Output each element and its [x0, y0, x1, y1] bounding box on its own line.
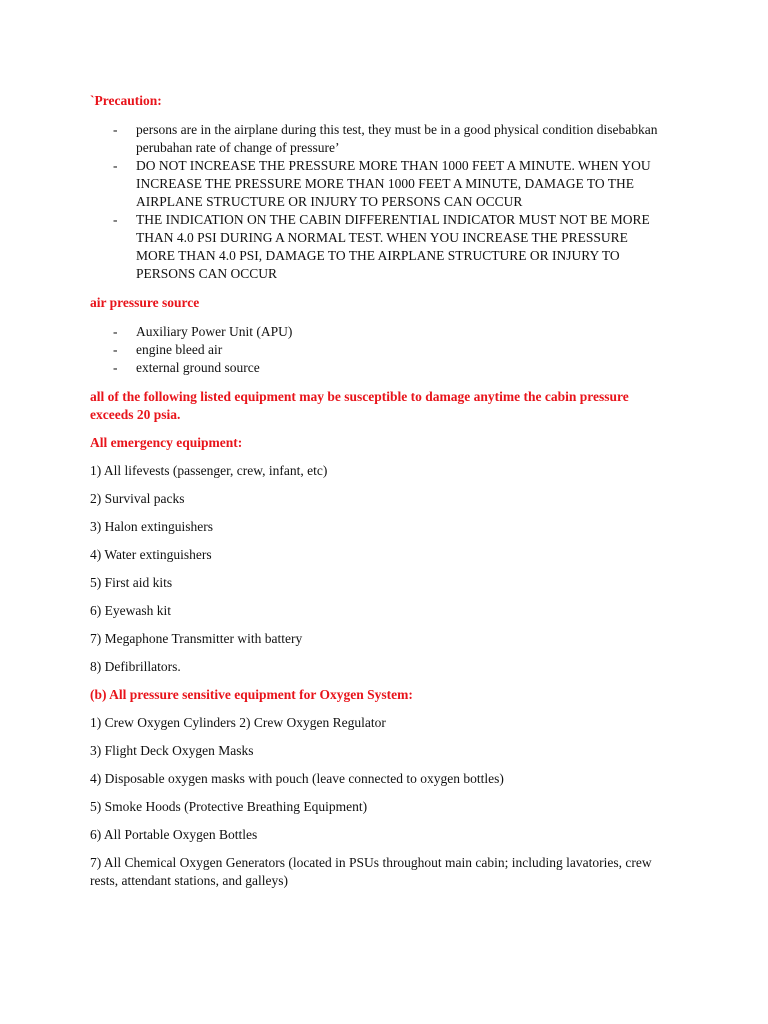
bullet-dash: -	[113, 324, 118, 339]
list-item	[90, 359, 670, 377]
list-item-text: engine bleed air	[136, 342, 223, 357]
list-item	[90, 341, 670, 359]
list-item	[90, 211, 670, 283]
oxygen-heading: (b) All pressure sensitive equipment for Oxygen System:	[90, 687, 413, 702]
list-item: 5) Smoke Hoods (Protective Breathing Equipment)	[90, 799, 368, 814]
list-item: 7) Megaphone Transmitter with battery	[90, 631, 303, 646]
list-item	[90, 157, 670, 211]
bullet-dash: -	[113, 360, 118, 375]
list-item: 6) Eyewash kit	[90, 603, 171, 618]
precaution-list	[90, 121, 670, 283]
document-body	[90, 92, 670, 900]
list-item: 5) First aid kits	[90, 575, 173, 590]
emergency-heading: All emergency equipment:	[90, 435, 243, 450]
list-item: 3) Halon extinguishers	[90, 519, 213, 534]
list-item: 6) All Portable Oxygen Bottles	[90, 827, 258, 842]
list-item: 3) Flight Deck Oxygen Masks	[90, 743, 254, 758]
list-item: 8) Defibrillators.	[90, 659, 181, 674]
list-item: 1) All lifevests (passenger, crew, infant, etc)	[90, 463, 328, 478]
bullet-dash: -	[113, 342, 118, 357]
list-item: 4) Disposable oxygen masks with pouch (leave connected to oxygen bottles)	[90, 771, 504, 786]
bullet-dash: -	[113, 212, 118, 227]
list-item: 4) Water extinguishers	[90, 547, 212, 562]
bullet-dash: -	[113, 158, 118, 173]
list-item-text: THE INDICATION ON THE CABIN DIFFERENTIAL INDICATOR MUST NOT BE MORE THAN 4.0 PSI DURING A NORMAL TEST. WHEN YOU INCREASE THE PRESSURE MORE THAN 4.0 PSI, DAMAGE TO THE AIRPLANE STRUCTURE OR INJURY TO PERSONS CAN OCCUR	[136, 212, 650, 281]
list-item: 7) All Chemical Oxygen Generators (located in PSUs throughout main cabin; including lavatories, crew rests, attendant stations, and galleys)	[90, 855, 652, 888]
list-item-text: persons are in the airplane during this test, they must be in a good physical condition disebabkan perubahan rate of change of pressure’	[136, 122, 658, 155]
air-source-list	[90, 323, 670, 377]
precaution-heading: `Precaution:	[90, 93, 162, 108]
list-item	[90, 121, 670, 157]
list-item-text: DO NOT INCREASE THE PRESSURE MORE THAN 1000 FEET A MINUTE. WHEN YOU INCREASE THE PRESSURE MORE THAN 1000 FEET A MINUTE, DAMAGE TO THE AIRPLANE STRUCTURE OR INJURY TO PERSONS CAN OCCUR	[136, 158, 651, 209]
oxygen-list	[90, 714, 670, 890]
list-item-text: Auxiliary Power Unit (APU)	[136, 324, 293, 339]
list-item-text: external ground source	[136, 360, 260, 375]
list-item: 1) Crew Oxygen Cylinders 2) Crew Oxygen Regulator	[90, 715, 386, 730]
bullet-dash: -	[113, 122, 118, 137]
list-item: 2) Survival packs	[90, 491, 185, 506]
emergency-list	[90, 462, 670, 676]
air-source-heading: air pressure source	[90, 295, 200, 310]
warning-heading: all of the following listed equipment may be susceptible to damage anytime the cabin pressure exceeds 20 psia.	[90, 389, 629, 422]
list-item	[90, 323, 670, 341]
